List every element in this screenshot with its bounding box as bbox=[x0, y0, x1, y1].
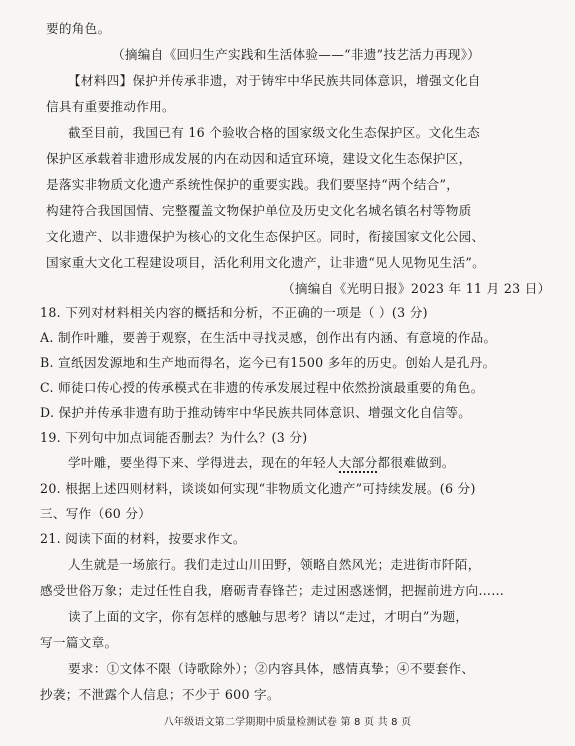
option-a: A. 制作叶雕，要善于观察，在生活中寻找灵感，创作出有内涵、有意境的作品。 bbox=[40, 330, 497, 345]
requirements: 抄袭；不泄露个人信息；不少于 600 字。 bbox=[40, 687, 280, 702]
question-19: 19. 下列句中加点词能否删去？为什么？(3 分) bbox=[40, 430, 308, 445]
text-line: 文化遗产、以非遗保护为核心的文化生态保护区。同时，衔接国家文化公园、 bbox=[46, 229, 485, 244]
question-20: 20. 根据上述四则材料，谈谈如何实现“非物质文化遗产”可持续发展。(6 分) bbox=[40, 481, 476, 496]
question-21: 21. 阅读下面的材料，按要求作文。 bbox=[40, 531, 246, 546]
text-line: 国家重大文化工程建设项目，活化利用文化遗产，让非遗“见人见物见生活”。 bbox=[46, 255, 485, 270]
question-19-sentence bbox=[68, 455, 455, 471]
option-c: C. 师徒口传心授的传承模式在非遗的传承发展过程中依然扮演最重要的角色。 bbox=[40, 380, 484, 395]
prompt-instruction: 读了上面的文字，你有怎样的感触与思考？请以“走过，才明白”为题， bbox=[68, 609, 469, 624]
prompt-instruction: 写一篇文章。 bbox=[40, 635, 118, 650]
text-line: 要的角色。 bbox=[46, 21, 111, 36]
text-line: 截至目前，我国已有 16 个验收合格的国家级文化生态保护区。文化生态 bbox=[68, 125, 481, 140]
requirements: 要求：①文体不限（诗歌除外）；②内容具体，感情真挚；④不要套作、 bbox=[68, 661, 475, 676]
text-line: 是落实非物质文化遗产系统性保护的重要实践。我们要坚持“两个结合”， bbox=[46, 177, 460, 192]
dotted-word: 大部分 bbox=[339, 455, 378, 473]
sentence-before: 学叶雕，要坐得下来、学得进去，现在的年轻人 bbox=[68, 455, 339, 470]
option-b: B. 宣纸因发源地和生产地而得名，迄今已有1500 多年的历史。创始人是孔丹。 bbox=[40, 355, 496, 370]
prompt-material: 感受世俗万象；走过任性自我，磨砺青春锋芒；走过困惑迷惘，把握前进方向…… bbox=[40, 583, 505, 598]
sentence-after: 都很难做到。 bbox=[377, 455, 455, 470]
section-heading-writing: 三、写作（60 分） bbox=[40, 506, 152, 521]
text-line: 构建符合我国国情、完整覆盖文物保护单位及历史文化名城名镇名村等物质 bbox=[46, 203, 472, 218]
text-line: 【材料四】保护并传承非遗，对于铸牢中华民族共同体意识，增强文化自 bbox=[68, 73, 481, 88]
page-footer: 八年级语文第二学期期中质量检测试卷 第 8 页 共 8 页 bbox=[163, 717, 412, 728]
question-18: 18. 下列对材料相关内容的概括和分析，不正确的一项是（ ）(3 分) bbox=[40, 305, 428, 320]
source-citation: （摘编自《回归生产实践和生活体验——“非遗”技艺活力再现》） bbox=[112, 47, 481, 62]
option-d: D. 保护并传承非遗有助于推动铸牢中华民族共同体意识、增强文化自信等。 bbox=[40, 405, 472, 420]
text-line: 信具有重要推动作用。 bbox=[46, 99, 175, 114]
source-citation: （摘编自《光明日报》2023 年 11 月 23 日） bbox=[282, 281, 551, 296]
prompt-material: 人生就是一场旅行。我们走过山川田野，领略自然风光；走进街市阡陌， bbox=[68, 557, 481, 572]
text-line: 保护区承载着非遗形成发展的内在动因和适宜环境，建设文化生态保护区， bbox=[46, 151, 472, 166]
